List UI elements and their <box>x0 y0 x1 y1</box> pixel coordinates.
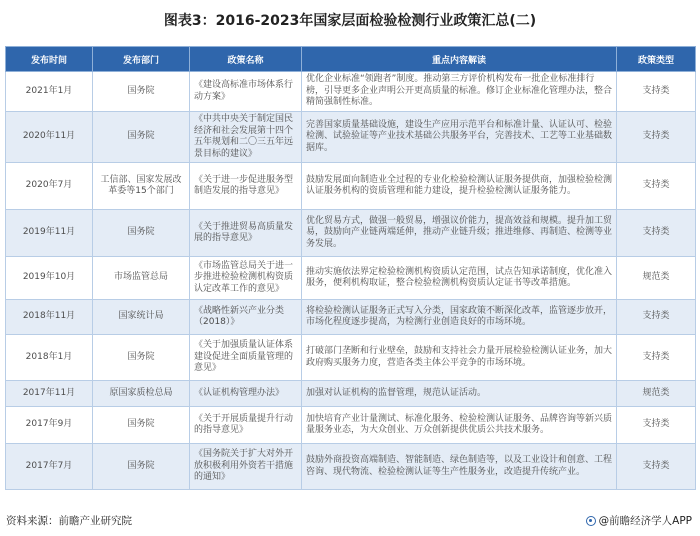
cell-time: 2021年1月 <box>6 72 93 112</box>
cell-type: 支持类 <box>617 407 696 444</box>
cell-policy-name: 《建设高标准市场体系行动方案》 <box>190 72 302 112</box>
cell-type: 支持类 <box>617 335 696 381</box>
cell-type: 支持类 <box>617 112 696 163</box>
policy-table <box>5 46 696 490</box>
header-time: 发布时间 <box>6 47 93 72</box>
cell-policy-name: 《关于推进贸易高质量发展的指导意见》 <box>190 210 302 257</box>
cell-type: 支持类 <box>617 444 696 490</box>
header-content: 重点内容解读 <box>302 47 617 72</box>
cell-dept: 国务院 <box>93 72 190 112</box>
cell-time: 2017年7月 <box>6 444 93 490</box>
cell-time: 2019年11月 <box>6 210 93 257</box>
cell-time: 2020年7月 <box>6 163 93 210</box>
cell-content: 鼓励发展面向制造业全过程的专业化检验检测认证服务提供商，加强检验检测认证服务机构的资质管理和能力建设，提升检验检测认证服务能力。 <box>302 163 617 210</box>
cell-content: 加强对认证机构的监督管理，规范认证活动。 <box>302 381 617 407</box>
cell-type: 规范类 <box>617 257 696 300</box>
cell-dept: 市场监管总局 <box>93 257 190 300</box>
cell-content: 鼓励外商投资高端制造、智能制造、绿色制造等，以及工业设计和创意、工程咨询、现代物流、检验检测认证等生产性服务业，改造提升传统产业。 <box>302 444 617 490</box>
brand-logo-icon <box>586 516 596 526</box>
cell-policy-name: 《战略性新兴产业分类（2018）》 <box>190 300 302 335</box>
cell-time: 2017年9月 <box>6 407 93 444</box>
header-type: 政策类型 <box>617 47 696 72</box>
cell-dept: 国务院 <box>93 444 190 490</box>
cell-policy-name: 《关于进一步促进服务型制造发展的指导意见》 <box>190 163 302 210</box>
cell-dept: 国务院 <box>93 335 190 381</box>
table-row <box>6 335 696 381</box>
table-row <box>6 112 696 163</box>
cell-dept: 原国家质检总局 <box>93 381 190 407</box>
cell-time: 2018年1月 <box>6 335 93 381</box>
cell-type: 支持类 <box>617 72 696 112</box>
cell-dept: 工信部、国家发展改革委等15个部门 <box>93 163 190 210</box>
table-row <box>6 300 696 335</box>
table-row <box>6 257 696 300</box>
cell-policy-name: 《关于加强质量认证体系建设促进全面质量管理的意见》 <box>190 335 302 381</box>
table-row <box>6 72 696 112</box>
cell-time: 2020年11月 <box>6 112 93 163</box>
cell-dept: 国家统计局 <box>93 300 190 335</box>
cell-time: 2018年11月 <box>6 300 93 335</box>
cell-content: 打破部门垄断和行业壁垒，鼓励和支持社会力量开展检验检测认证业务，加大政府购买服务力度，营造各类主体公平竞争的市场环境。 <box>302 335 617 381</box>
cell-policy-name: 《市场监管总局关于进一步推进检验检测机构资质认定改革工作的意见》 <box>190 257 302 300</box>
source-note: 资料来源：前瞻产业研究院 <box>6 515 132 527</box>
cell-content: 推动实施依法界定检验检测机构资质认定范围，试点告知承诺制度，优化准入服务，便利机构取证，整合检验检测机构资质认定证书等改革措施。 <box>302 257 617 300</box>
cell-time: 2019年10月 <box>6 257 93 300</box>
cell-content: 加快培育产业计量测试、标准化服务、检验检测认证服务、品牌咨询等新兴质量服务业态，为大众创业、万众创新提供优质公共技术服务。 <box>302 407 617 444</box>
header-name: 政策名称 <box>190 47 302 72</box>
brand-text: @前瞻经济学人APP <box>598 515 692 527</box>
cell-type: 规范类 <box>617 381 696 407</box>
cell-policy-name: 《中共中央关于制定国民经济和社会发展第十四个五年规划和二〇三五年远景目标的建议》 <box>190 112 302 163</box>
cell-dept: 国务院 <box>93 112 190 163</box>
table-row <box>6 407 696 444</box>
table-row <box>6 163 696 210</box>
cell-policy-name: 《关于开展质量提升行动的指导意见》 <box>190 407 302 444</box>
cell-time: 2017年11月 <box>6 381 93 407</box>
cell-dept: 国务院 <box>93 210 190 257</box>
table-row <box>6 210 696 257</box>
cell-dept: 国务院 <box>93 407 190 444</box>
cell-policy-name: 《认证机构管理办法》 <box>190 381 302 407</box>
table-row <box>6 444 696 490</box>
cell-type: 支持类 <box>617 163 696 210</box>
table-row <box>6 381 696 407</box>
cell-content: 优化企业标准“领跑者”制度。推动第三方评价机构发布一批企业标准排行榜，引导更多企业声明公开更高质量的标准。修订企业标准化管理办法，整合精简强制性标准。 <box>302 72 617 112</box>
cell-type: 支持类 <box>617 300 696 335</box>
cell-content: 优化贸易方式，做强一般贸易，增强议价能力，提高效益和规模。提升加工贸易，鼓励向产业链两端延伸，推动产业链升级；推进维修、再制造、检测等业务发展。 <box>302 210 617 257</box>
brand-credit <box>586 513 692 528</box>
cell-content: 完善国家质量基础设施，建设生产应用示范平台和标准计量、认证认可、检验检测、试验验证等产业技术基础公共服务平台，完善技术、工艺等工业基础数据库。 <box>302 112 617 163</box>
chart-title: 图表3：2016-2023年国家层面检验检测行业政策汇总(二) <box>163 13 537 29</box>
table-header-row <box>6 47 696 72</box>
header-dept: 发布部门 <box>93 47 190 72</box>
cell-policy-name: 《国务院关于扩大对外开放积极利用外资若干措施的通知》 <box>190 444 302 490</box>
cell-type: 支持类 <box>617 210 696 257</box>
cell-content: 将检验检测认证服务正式写入分类，国家政策不断深化改革，监管逐步放开，市场化程度逐步提高，为检测行业创造良好的市场环境。 <box>302 300 617 335</box>
